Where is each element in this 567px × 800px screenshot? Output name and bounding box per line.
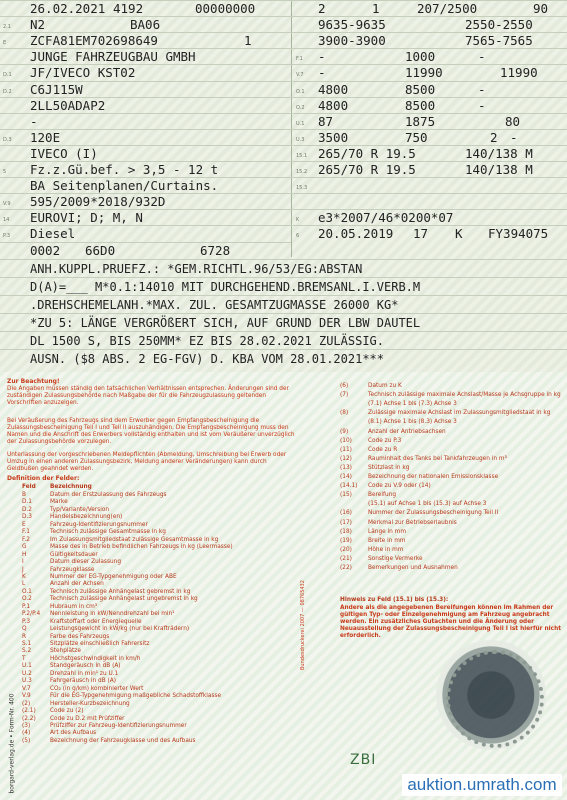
publisher-sidebar: borgard-verlag.de • Form-Nr. 400: [8, 693, 16, 794]
definition-row: [22, 611, 174, 618]
field-code: U.3: [296, 136, 305, 143]
definition-value: Code zu (2): [50, 708, 84, 715]
definition-value: Höhe in mm: [368, 546, 404, 553]
definition-key: (20): [340, 546, 352, 553]
field-value: K: [455, 226, 463, 242]
field-value: 595/2009*2018/932D: [30, 194, 166, 210]
definition-value: Drehzahl in min¹ zu U.1: [50, 670, 119, 677]
definition-value: Fahrzeug-Identifizierungsnummer: [50, 521, 148, 528]
definition-key: (8): [340, 410, 349, 417]
field-code: 5: [3, 169, 7, 175]
remark-line: .DREHSCHEMELANH.*MAX. ZUL. GESAMTZUGMASSE 26000 KG*: [30, 298, 399, 312]
field-value: 20.05.2019: [318, 226, 394, 242]
definition-value: Anzahl der Achsen: [50, 581, 104, 588]
field-value: C6J115W: [30, 81, 83, 97]
definition-key: (2): [22, 700, 31, 707]
definition-value: Merkmal zur Betriebserlaubnis: [368, 519, 457, 526]
definition-value: Fahrzeugklasse: [50, 566, 95, 573]
definition-row: [22, 641, 149, 648]
definition-row: [22, 544, 233, 551]
definition-key: (14.1): [340, 483, 358, 490]
definition-key: (2.2): [22, 715, 36, 722]
definition-value: (7.1) Achse 1 bis (7.3) Achse 3: [368, 401, 457, 408]
field-value: 9635-9635: [318, 17, 386, 33]
definition-value: Länge in mm: [368, 528, 406, 535]
definition-value: Nennleistung in kW/Nenndrehzahl bei min¹: [50, 611, 175, 618]
definition-row: [22, 581, 104, 588]
field-value: 80: [505, 113, 521, 129]
field-value: 3500: [318, 129, 349, 145]
field-value: -: [478, 49, 486, 65]
field-value: 1875: [405, 113, 436, 129]
definition-value: Zulässige maximale Achslast im Zulassungsmitgliedstaat in kg: [368, 410, 551, 417]
definition-row: [340, 565, 562, 572]
definition-row: [22, 656, 140, 663]
definition-value: (8.1) Achse 1 bis (8.3) Achse 3: [368, 419, 457, 426]
definition-value: CO₂ (in g/km) kombinierter Wert: [50, 685, 144, 692]
definition-value: Code zu D.2 mit Prüfziffer: [50, 715, 125, 722]
definition-key: J: [22, 566, 24, 573]
definition-row: [22, 514, 122, 521]
definition-row: [340, 556, 562, 563]
definition-row: [22, 537, 218, 544]
legend-paragraph: Bei Veräußerung des Fahrzeugs sind dem Erwerber gegen Empfangsbescheinigung die Zulassungsbescheinigung Teil I und Teil II auszuhändigen. Die Empfangsbescheinigung muss den Namen und die Anschrift des Erwerbers vollständig enthalten und ist vom Veräußerer unverzüglich der Zulassungsbehörde vorzulegen.: [7, 418, 295, 445]
definition-key: U.3: [22, 678, 32, 685]
definition-row: [22, 634, 109, 641]
field-code: K: [296, 217, 300, 224]
legend-paragraph: Die Angaben müssen ständig den tatsächlichen Verhältnissen entsprechen. Änderungen sind der zuständigen Zulassungsbehörde nach Maßgabe der für die Fahrzeugzulassung geltenden Vorschriften anzuzeigen.: [7, 386, 289, 406]
definition-row: [22, 648, 81, 655]
definition-key: P.2/P.4: [22, 611, 41, 618]
field-value: -: [318, 65, 326, 81]
definition-value: Datum dieser Zulassung: [50, 559, 121, 566]
definition-value: Technisch zulässige maximale Achslast/Masse je Achsgruppe in kg: [368, 392, 561, 399]
defs-header: Feld Bezeichnung: [22, 484, 92, 490]
definition-key: D.2: [22, 506, 32, 513]
definition-value: Typ/Variante/Version: [50, 506, 110, 513]
legend-paragraph: Unterlassung der vorgeschriebenen Meldepflichten (Abmeldung, Umschreibung bei Erwerb oder Umzug in einen anderen Zulassungsbezirk, Meldung anderer Veränderungen) kann durch Geldbußen geahndet werden.: [7, 452, 287, 472]
field-value: 1: [372, 1, 380, 16]
field-code: D.2: [3, 88, 12, 95]
definition-row: [22, 626, 189, 633]
field-value: 140/138 M: [465, 162, 533, 177]
field-value: EUROVI; D; M, N: [30, 210, 143, 226]
field-value: BA06: [130, 17, 161, 33]
field-value: -: [318, 49, 326, 65]
definition-value: Bezeichnung der nationalen Emissionsklasse: [368, 474, 499, 480]
definition-key: I: [22, 559, 24, 566]
definition-key: (5): [22, 737, 31, 744]
definition-row: [22, 552, 98, 559]
field-value: 265/70 R 19.5: [318, 162, 416, 177]
field-value: -: [478, 81, 486, 97]
definition-row: [340, 383, 562, 390]
definition-key: V.9: [22, 693, 31, 700]
field-value: FY394075: [488, 226, 549, 242]
definition-value: Datum zu K: [368, 383, 402, 389]
definition-row: [340, 474, 562, 481]
field-value: 1: [244, 33, 252, 49]
field-value: 66D0: [85, 242, 116, 258]
definition-value: Code zu P.3: [368, 437, 402, 444]
definition-key: (14): [340, 474, 352, 480]
definition-value: Standgeräusch in dB (A): [50, 663, 121, 670]
definition-key: (2.1): [22, 708, 36, 715]
definition-key: (17): [340, 519, 352, 526]
definition-row: [340, 483, 562, 490]
definition-value: Nummer der Zulassungsbescheinigung Teil II: [368, 510, 499, 517]
field-value: -: [510, 129, 518, 145]
definition-key: (6): [340, 383, 349, 389]
definition-key: P.3: [22, 618, 31, 625]
field-code: P.3: [3, 233, 11, 240]
field-value: 87: [318, 113, 334, 129]
definition-key: (11): [340, 446, 352, 453]
definition-key: (15): [340, 492, 352, 499]
field-value: 17: [413, 226, 429, 242]
remark-line: D(A)=___ M*0.1:14010 MIT DURCHGEHEND.BREMSANL.I.VERB.M: [30, 280, 421, 294]
field-value: 3900-3900: [318, 33, 386, 49]
field-code: D.3: [3, 136, 12, 143]
field-value: 0002: [30, 242, 61, 258]
definition-key: (12): [340, 455, 352, 462]
definition-value: Gültigkeitsdauer: [50, 551, 98, 558]
field-value: 8500: [405, 81, 436, 97]
field-value: 4800: [318, 81, 349, 97]
field-code: 14: [3, 217, 10, 224]
definition-value: Fahrgeräusch in dB (A): [50, 678, 117, 685]
form-fields: [0, 0, 567, 373]
definition-value: Datum der Erstzulassung des Fahrzeugs: [50, 492, 167, 498]
field-value: 750: [405, 129, 428, 145]
definition-row: [340, 447, 562, 454]
field-value: JF/IVECO KST02: [30, 65, 136, 81]
definition-key: (13): [340, 464, 352, 471]
field-value: 2: [318, 1, 326, 16]
field-value: 2LL50ADAP2: [30, 97, 106, 113]
field-value: -: [30, 113, 38, 129]
definition-row: [22, 619, 142, 626]
watermark[interactable]: auktion.umrath.com: [402, 774, 562, 796]
definition-key: S.2: [22, 648, 32, 655]
definition-row: [22, 663, 121, 670]
definition-row: [22, 574, 177, 581]
field-value: 2: [490, 129, 498, 145]
field-value: 90: [533, 1, 549, 16]
definition-key: R: [22, 633, 27, 640]
definition-value: Bezeichnung der Fahrzeugklasse und des Aufbaus: [50, 737, 196, 744]
field-value: 140/138 M: [465, 145, 533, 161]
field-code: E: [3, 40, 7, 47]
definition-key: (10): [340, 437, 352, 444]
definition-row: [340, 465, 562, 472]
definition-key: K: [22, 573, 26, 580]
definition-value: Masse des in Betrieb befindlichen Fahrzeugs in kg (Leermasse): [50, 544, 233, 551]
field-code: V.7: [296, 72, 304, 79]
hint-text: Andere als die angegebenen Bereifungen können im Rahmen der gültigen Typ- oder Einzelgenehmigung am Fahrzeug angebracht werden. Ein zusätzliches Gutachten und die Änderung oder Neuausstellung der Zulassungsbescheinigung Teil I ist hierfür nicht erforderlich.: [340, 605, 561, 639]
definition-row: [340, 510, 562, 517]
definition-row: [340, 392, 562, 399]
field-value: 120E: [30, 129, 61, 145]
definition-key: L: [22, 581, 26, 588]
definition-key: D.3: [22, 514, 32, 521]
field-value: JUNGE FAHRZEUGBAU GMBH: [30, 49, 196, 65]
definition-value: Hubraum in cm³: [50, 603, 98, 610]
definition-row: [22, 596, 198, 603]
definition-value: Nummer der EG-Typgenehmigung oder ABE: [50, 573, 177, 580]
definition-value: Hersteller-Kurzbezeichnung: [50, 700, 130, 707]
field-value: 207/2500: [417, 1, 478, 16]
field-value: -: [478, 97, 486, 113]
definition-key: (3): [22, 722, 31, 729]
field-code: 6: [296, 233, 300, 240]
definition-row: [22, 499, 68, 506]
field-code: D.1: [3, 72, 12, 79]
definition-row: [340, 401, 562, 408]
field-value: Diesel: [30, 226, 76, 242]
field-code: F.1: [296, 56, 303, 63]
definition-row: [22, 738, 196, 745]
definition-key: U.2: [22, 670, 32, 677]
definition-key: F.2: [22, 536, 30, 543]
definition-key: H: [22, 551, 27, 558]
definition-key: S.1: [22, 641, 32, 647]
definition-row: [22, 716, 125, 723]
definition-value: Bemerkungen und Ausnahmen: [368, 565, 458, 571]
field-value: 4192: [113, 1, 144, 16]
definition-row: [22, 730, 96, 737]
definition-row: [340, 547, 562, 554]
definition-value: Art des Aufbaus: [50, 730, 97, 737]
definition-value: Technisch zulässige Anhängelast gebremst in kg: [50, 588, 191, 595]
field-code: U.1: [296, 120, 305, 127]
definition-row: [22, 492, 167, 499]
field-code: 15.2: [296, 169, 308, 175]
definition-row: [22, 701, 130, 708]
definition-row: [22, 723, 187, 730]
remark-line: DL 1500 S, BIS 250MM* EZ BIS 28.02.2021 ZULÄSSIG.: [30, 334, 385, 348]
definition-value: Technisch zulässige Anhängelast ungebremst in kg: [50, 596, 198, 603]
definition-value: Für die EG-Typgenehmigung maßgebliche Schadstoffklasse: [50, 693, 222, 700]
field-value: N2: [30, 17, 46, 33]
definition-key: E: [22, 521, 26, 528]
definition-row: [22, 507, 109, 514]
field-value: 265/70 R 19.5: [318, 145, 416, 161]
definition-value: Handelsbezeichnung(en): [50, 514, 123, 521]
definition-row: [22, 671, 118, 678]
definition-value: Farbe des Fahrzeugs: [50, 633, 110, 640]
definition-row: [340, 429, 562, 436]
definition-key: O.2: [22, 596, 32, 603]
definition-key: Q: [22, 626, 27, 633]
definition-key: (21): [340, 555, 352, 562]
definition-row: [22, 529, 166, 536]
remark-line: ANH.KUPPL.PRUEFZ.: *GEM.RICHTL.96/53/EG:ABSTAN: [30, 262, 363, 276]
zbi-mark: ZBI: [350, 752, 377, 768]
definition-key: (4): [22, 730, 31, 737]
field-value: 4800: [318, 97, 349, 113]
definition-key: D.1: [22, 499, 32, 506]
definition-key: (18): [340, 528, 352, 535]
field-code: O.2: [296, 104, 305, 111]
definition-value: Sonstige Vermerke: [368, 555, 423, 562]
definition-row: [22, 708, 83, 715]
definition-key: (16): [340, 510, 352, 517]
definition-value: Höchstgeschwindigkeit in km/h: [50, 655, 141, 662]
definition-value: Kraftstoffart oder Energiequelle: [50, 618, 142, 625]
definition-key: (7): [340, 392, 349, 399]
definition-row: [340, 520, 562, 527]
definition-value: Stehplätze: [50, 648, 81, 655]
definition-row: [22, 686, 143, 693]
definition-value: Leistungsgewicht in kW/kg (nur bei Krafträdern): [50, 626, 190, 633]
definition-row: [340, 419, 562, 426]
printer-serial: Bundesdruckerei 2007 — 08765432: [300, 580, 306, 670]
field-code: 15.1: [296, 152, 308, 159]
definition-key: V.7: [22, 685, 31, 692]
field-value: Fz.z.Gü.bef. > 3,5 - 12 t: [30, 162, 219, 177]
definition-row: [340, 538, 562, 545]
field-value: BA Seitenplanen/Curtains.: [30, 178, 219, 194]
definition-value: Bereifung: [368, 492, 397, 499]
definition-row: [340, 410, 562, 417]
definition-value: Sitzplätze einschließlich Fahrersitz: [50, 641, 150, 647]
definition-row: [22, 589, 190, 596]
field-value: 2550-2550: [465, 17, 533, 33]
definition-key: P.1: [22, 603, 31, 610]
defs-heading: Definition der Felder:: [7, 475, 80, 482]
field-code: 15.3: [296, 185, 308, 192]
definition-value: Im Zulassungsmitgliedstaat zulässige Gesamtmasse in kg: [50, 536, 219, 543]
definition-value: Rauminhalt des Tanks bei Tankfahrzeugen in m³: [368, 455, 507, 462]
definition-row: [22, 559, 121, 566]
field-value: 11990: [500, 65, 538, 81]
definition-row: [22, 522, 148, 529]
field-value: 8500: [405, 97, 436, 113]
definition-key: (9): [340, 428, 349, 435]
definition-row: [22, 678, 116, 685]
field-value: IVECO (I): [30, 145, 98, 161]
definition-value: (15.1) auf Achse 1 bis (15.3) auf Achse 3: [368, 501, 487, 508]
definition-key: G: [22, 544, 27, 551]
remark-line: *ZU 5: LÄNGE VERGRÖßERT SICH, AUF GRUND DER LBW DAUTEL: [30, 316, 421, 330]
definition-key: U.1: [22, 663, 32, 670]
definition-key: O.1: [22, 588, 32, 595]
definition-key: B: [22, 492, 26, 498]
definition-row: [22, 567, 95, 574]
definition-value: Code zu V.9 oder (14): [368, 483, 431, 490]
definition-row: [340, 456, 562, 463]
field-value: 26.02.2021: [30, 1, 106, 16]
field-code: V.9: [3, 201, 11, 208]
definition-row: [340, 438, 562, 445]
definition-value: Code zu R: [368, 446, 398, 453]
remark-line: AUSN. ($8 ABS. 2 EG-FGV) D. KBA VOM 28.01.2021***: [30, 352, 385, 366]
definition-value: Stützlast in kg: [368, 464, 410, 471]
legend-heading: Zur Beachtung!: [7, 378, 60, 385]
official-seal: [436, 640, 546, 750]
definition-value: Technisch zulässige Gesamtmasse in kg: [50, 529, 166, 536]
definition-value: Anzahl der Antriebsachsen: [368, 428, 446, 435]
field-value: 7565-7565: [465, 33, 533, 49]
definition-row: [340, 529, 562, 536]
definition-row: [340, 492, 562, 499]
field-value: 00000000: [195, 1, 256, 16]
field-code: 2.1: [3, 24, 11, 31]
field-value: e3*2007/46*0200*07: [318, 210, 454, 226]
definition-key: T: [22, 655, 26, 662]
definition-value: Marke: [50, 499, 68, 506]
field-value: 1000: [405, 49, 436, 65]
definition-row: [340, 501, 562, 508]
field-value: 11990: [405, 65, 443, 81]
hint-heading: Hinweis zu Feld (15.1) bis (15.3):: [340, 597, 449, 603]
definition-key: (22): [340, 565, 352, 571]
definition-row: [22, 693, 221, 700]
definition-value: Prüfziffer zur Fahrzeug-Identifizierungsnummer: [50, 722, 187, 729]
field-value: ZCFA81EM702698649: [30, 33, 158, 49]
definition-key: F.1: [22, 529, 30, 536]
field-value: 6728: [200, 242, 231, 258]
definition-value: Breite in mm: [368, 537, 406, 544]
field-code: O.1: [296, 88, 305, 95]
definition-key: (19): [340, 537, 352, 544]
